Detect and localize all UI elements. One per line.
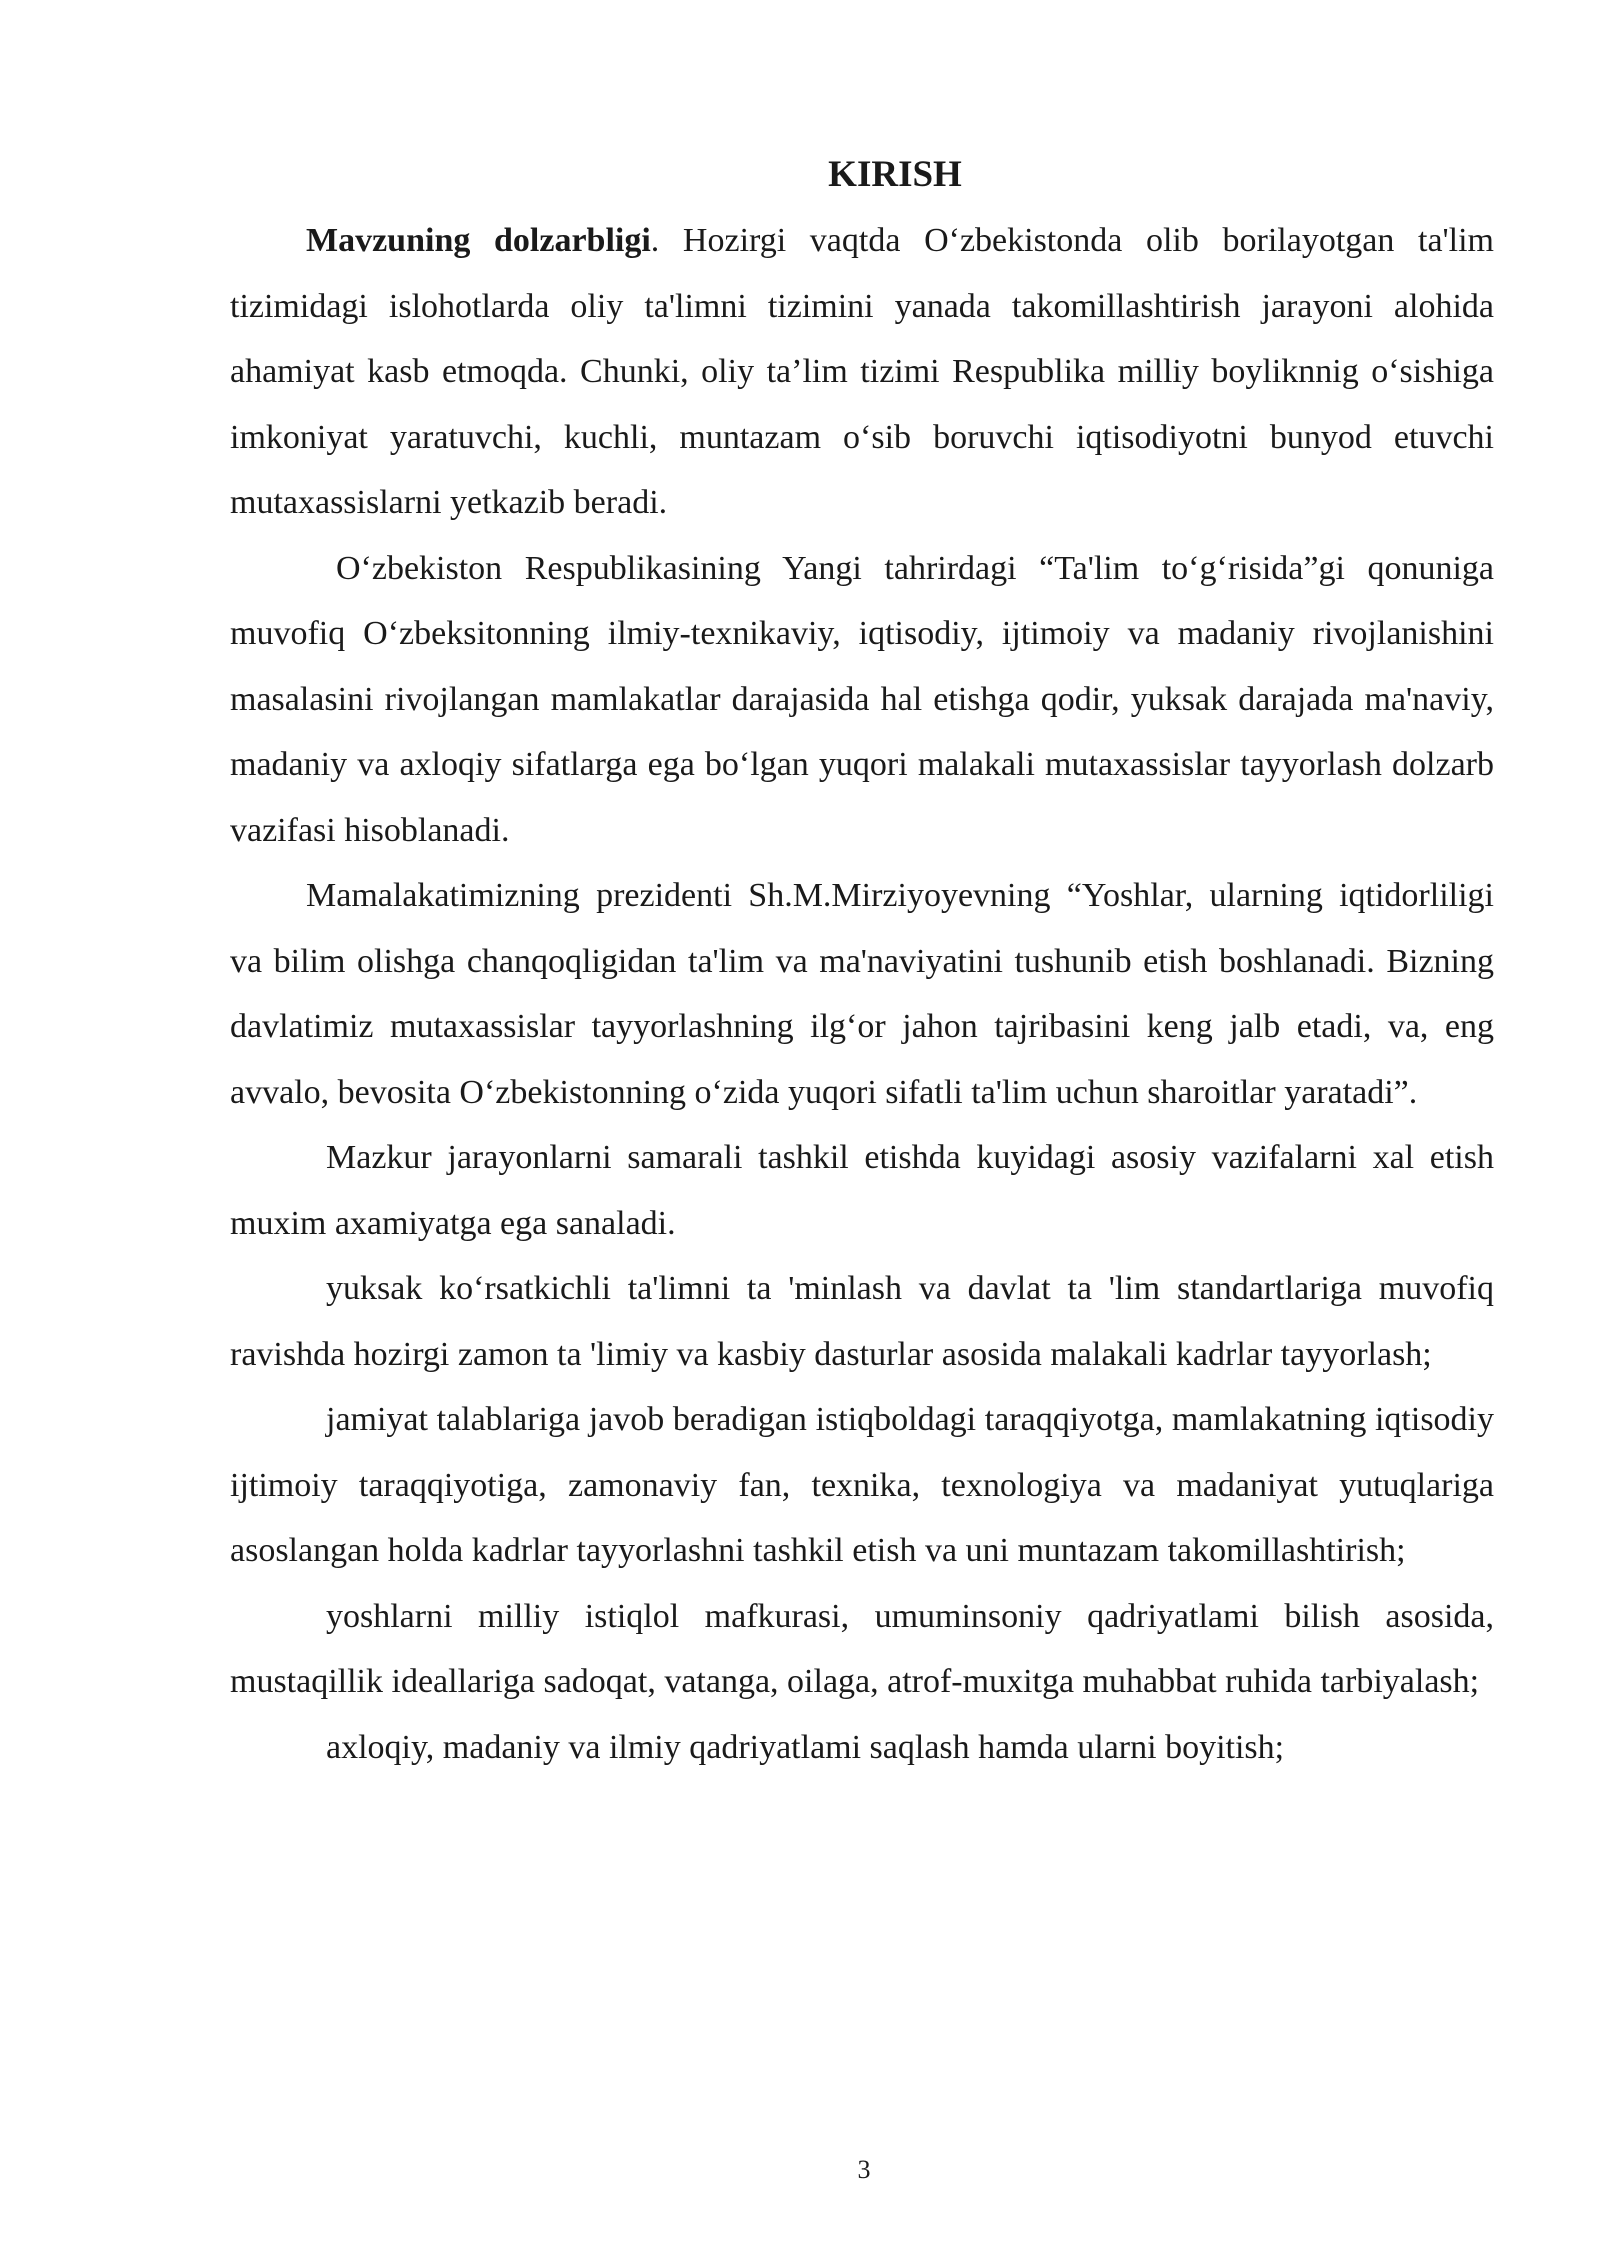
page-title: KIRISH — [828, 154, 962, 195]
list-item-task-2: jamiyat talablariga javob beradigan istiqboldagi taraqqiyotga, mamlakatning iqtisodiy ijtimoiy taraqqiyotiga, zamonaviy fan, texnika, texnologiya va madaniyat yutuqlariga asoslangan holda kadrlar tayyorlashni tashkil etish va uni muntazam takomillashtirish; — [230, 1401, 1494, 1569]
paragraph-president-quote: Mamalakatimizning prezidenti Sh.M.Mirziyoyevning “Yoshlar, ularning iqtidorliligi va bilim olishga chanqoqligidan ta'lim va ma'naviyatini tushunib etish boshlanadi. Bizning davlatimiz mutaxassislar tayyorlashning ilg‘or jahon tajribasini keng jalb etadi, va, eng avvalo, bevosita O‘zbekistonning o‘zida yuqori sifatli ta'lim uchun sharoitlar yaratadi”. — [230, 877, 1494, 1111]
list-item-task-4: axloqiy, madaniy va ilmiy qadriyatlami saqlash hamda ularni boyitish; — [326, 1728, 1285, 1766]
paragraph-tasks-intro: Mazkur jarayonlarni samarali tashkil etishda kuyidagi asosiy vazifalarni xal etish muxim axamiyatga ega sanaladi. — [230, 1139, 1494, 1242]
paragraph-lead: Mavzuning dolzarbligi — [306, 222, 651, 259]
page-number: 3 — [857, 2155, 871, 2184]
paragraph-text: . Hozirgi vaqtda O‘zbekistonda olib borilayotgan ta'lim tizimidagi islohotlarda oliy ta'limni tizimini yanada takomillashtirish jarayoni alohida ahamiyat kasb etmoqda. Chunki, oliy ta’lim tizimi Respublika milliy boyliknnig o‘sishiga imkoniyat yaratuvchi, kuchli, muntazam o‘sib boruvchi iqtisodiyotni bunyod etuvchi mutaxassislarni yetkazib beradi. — [230, 222, 1494, 521]
document-body — [230, 208, 1494, 1780]
paragraph-education-law: O‘zbekiston Respublikasining Yangi tahrirdagi “Ta'lim to‘g‘risida”gi qonuniga muvofiq O‘zbeksitonning ilmiy-texnikaviy, iqtisodiy, ijtimoiy va madaniy rivojlanishini masalasini rivojlangan mamlakatlar darajasida hal etishga qodir, yuksak darajada ma'naviy, madaniy va axloqiy sifatlarga ega bo‘lgan yuqori malakali mutaxassislar tayyorlash dolzarb vazifasi hisoblanadi. — [230, 549, 1494, 849]
paragraph-relevance — [230, 208, 1494, 536]
list-item-task-1: yuksak ko‘rsatkichli ta'limni ta 'minlash va davlat ta 'lim standartlariga muvofiq ravishda hozirgi zamon ta 'limiy va kasbiy dasturlar asosida malakali kadrlar tayyorlash; — [230, 1270, 1494, 1373]
list-item-task-3: yoshlarni milliy istiqlol mafkurasi, umuminsoniy qadriyatlami bilish asosida, mustaqillik ideallariga sadoqat, vatanga, oilaga, atrof-muxitga muhabbat ruhida tarbiyalash; — [230, 1597, 1494, 1700]
